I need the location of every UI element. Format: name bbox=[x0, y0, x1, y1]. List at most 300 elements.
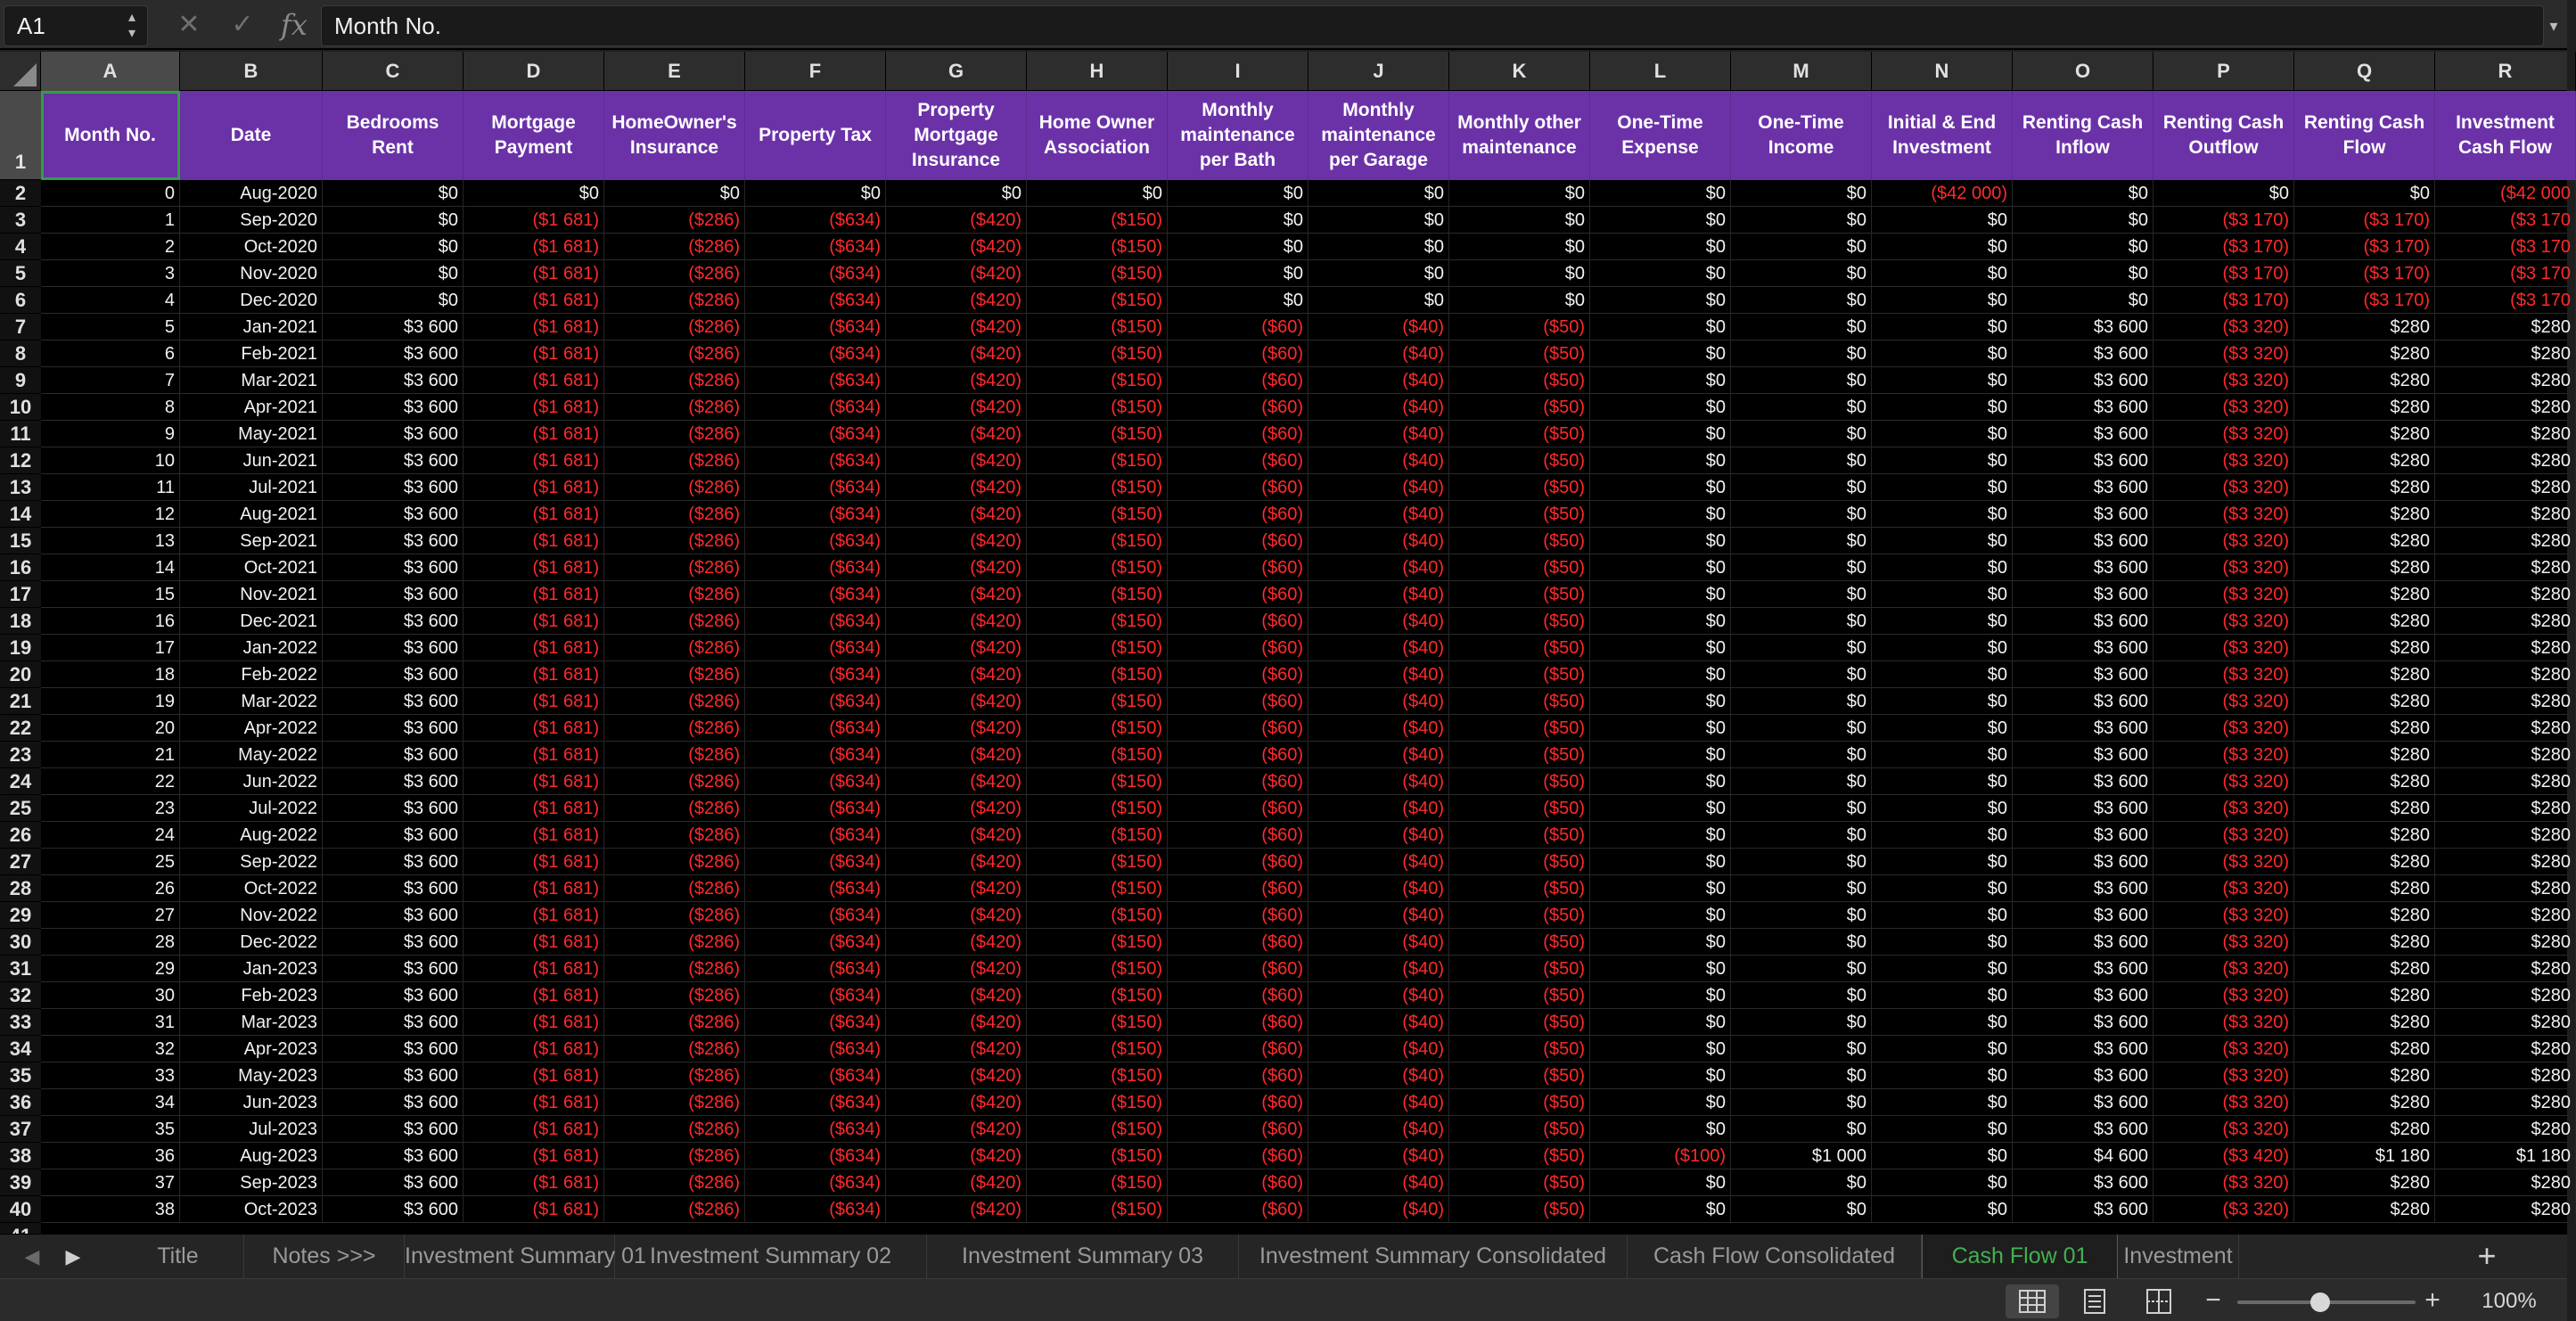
table-cell[interactable]: ($1 681) bbox=[464, 421, 604, 447]
table-cell[interactable]: ($150) bbox=[1027, 902, 1168, 929]
table-cell[interactable]: $0 bbox=[1872, 341, 2013, 367]
table-cell[interactable]: $0 bbox=[1872, 688, 2013, 715]
table-cell[interactable]: Jul-2021 bbox=[180, 474, 323, 501]
table-cell[interactable]: ($1 681) bbox=[464, 474, 604, 501]
table-cell[interactable]: $280 bbox=[2435, 1196, 2576, 1223]
table-cell[interactable]: $0 bbox=[1731, 394, 1872, 421]
table-cell[interactable]: ($1 681) bbox=[464, 1063, 604, 1089]
table-cell[interactable]: $0 bbox=[1872, 421, 2013, 447]
table-cell[interactable]: ($420) bbox=[886, 982, 1027, 1009]
table-cell[interactable]: ($3 320) bbox=[2154, 768, 2294, 795]
table-cell[interactable]: $0 bbox=[1309, 260, 1449, 287]
table-cell[interactable]: ($40) bbox=[1309, 795, 1449, 822]
row-header[interactable]: 19 bbox=[0, 635, 41, 661]
column-title[interactable]: Renting Cash Outflow bbox=[2154, 91, 2294, 180]
table-cell[interactable]: ($1 681) bbox=[464, 608, 604, 635]
table-cell[interactable]: ($420) bbox=[886, 581, 1027, 608]
table-cell[interactable]: $280 bbox=[2294, 929, 2435, 956]
table-cell[interactable]: $3 600 bbox=[323, 474, 464, 501]
table-cell[interactable]: ($150) bbox=[1027, 875, 1168, 902]
row-header[interactable]: 17 bbox=[0, 581, 41, 608]
table-cell[interactable]: $3 600 bbox=[323, 314, 464, 341]
zoom-level[interactable]: 100% bbox=[2482, 1289, 2537, 1313]
table-cell[interactable]: ($420) bbox=[886, 287, 1027, 314]
table-cell[interactable]: $0 bbox=[1872, 982, 2013, 1009]
table-cell[interactable]: ($420) bbox=[886, 795, 1027, 822]
table-cell[interactable]: ($40) bbox=[1309, 394, 1449, 421]
table-cell[interactable]: ($40) bbox=[1309, 1196, 1449, 1223]
table-cell[interactable]: ($1 681) bbox=[464, 341, 604, 367]
table-cell[interactable]: ($3 320) bbox=[2154, 822, 2294, 849]
table-cell[interactable]: ($634) bbox=[745, 902, 886, 929]
table-cell[interactable]: ($60) bbox=[1168, 849, 1309, 875]
table-cell[interactable]: $0 bbox=[1731, 768, 1872, 795]
table-cell[interactable]: $0 bbox=[1731, 180, 1872, 207]
table-cell[interactable]: 23 bbox=[41, 795, 180, 822]
table-cell[interactable]: $280 bbox=[2435, 554, 2576, 581]
table-cell[interactable]: $0 bbox=[1731, 314, 1872, 341]
table-cell[interactable]: ($50) bbox=[1449, 474, 1590, 501]
table-cell[interactable]: $0 bbox=[1590, 314, 1731, 341]
table-cell[interactable]: $280 bbox=[2294, 1169, 2435, 1196]
table-cell[interactable]: $280 bbox=[2435, 661, 2576, 688]
spreadsheet-grid[interactable] bbox=[0, 52, 2571, 1234]
table-cell[interactable]: ($40) bbox=[1309, 956, 1449, 982]
table-cell[interactable]: ($42 000) bbox=[1872, 180, 2013, 207]
table-cell[interactable]: $3 600 bbox=[2013, 795, 2154, 822]
table-cell[interactable]: $280 bbox=[2294, 341, 2435, 367]
table-cell[interactable]: 29 bbox=[41, 956, 180, 982]
column-title[interactable]: Property Mortgage Insurance bbox=[886, 91, 1027, 180]
table-cell[interactable]: ($3 320) bbox=[2154, 661, 2294, 688]
table-cell[interactable]: ($50) bbox=[1449, 341, 1590, 367]
table-cell[interactable]: $3 600 bbox=[2013, 394, 2154, 421]
table-cell[interactable]: May-2023 bbox=[180, 1063, 323, 1089]
expand-formula-bar-icon[interactable]: ▾ bbox=[2549, 17, 2558, 35]
row-header[interactable]: 13 bbox=[0, 474, 41, 501]
table-cell[interactable]: $3 600 bbox=[2013, 581, 2154, 608]
table-cell[interactable]: $0 bbox=[1872, 581, 2013, 608]
table-cell[interactable]: ($60) bbox=[1168, 421, 1309, 447]
table-cell[interactable]: ($150) bbox=[1027, 956, 1168, 982]
table-cell[interactable]: $3 600 bbox=[323, 501, 464, 528]
table-cell[interactable]: ($50) bbox=[1449, 1196, 1590, 1223]
table-cell[interactable]: $0 bbox=[1309, 287, 1449, 314]
table-cell[interactable]: $0 bbox=[1731, 875, 1872, 902]
row-header[interactable]: 1 bbox=[0, 91, 41, 180]
table-cell[interactable]: ($286) bbox=[604, 661, 745, 688]
table-cell[interactable]: $280 bbox=[2435, 875, 2576, 902]
table-cell[interactable]: ($3 320) bbox=[2154, 982, 2294, 1009]
table-cell[interactable]: ($1 681) bbox=[464, 528, 604, 554]
confirm-icon[interactable]: ✓ bbox=[231, 9, 254, 40]
table-cell[interactable]: ($286) bbox=[604, 635, 745, 661]
table-cell[interactable]: ($60) bbox=[1168, 554, 1309, 581]
row-header[interactable]: 3 bbox=[0, 207, 41, 234]
table-cell[interactable]: Oct-2020 bbox=[180, 234, 323, 260]
table-cell[interactable]: 37 bbox=[41, 1169, 180, 1196]
table-cell[interactable]: ($286) bbox=[604, 902, 745, 929]
table-cell[interactable]: $280 bbox=[2435, 849, 2576, 875]
column-header-g[interactable]: G bbox=[886, 52, 1027, 91]
table-cell[interactable]: $3 600 bbox=[2013, 902, 2154, 929]
table-cell[interactable]: ($60) bbox=[1168, 902, 1309, 929]
table-cell[interactable]: ($60) bbox=[1168, 1063, 1309, 1089]
table-cell[interactable]: $0 bbox=[1872, 447, 2013, 474]
table-cell[interactable]: $0 bbox=[1590, 608, 1731, 635]
table-cell[interactable]: ($1 681) bbox=[464, 768, 604, 795]
table-cell[interactable]: ($50) bbox=[1449, 1036, 1590, 1063]
table-cell[interactable]: $0 bbox=[1731, 501, 1872, 528]
table-cell[interactable]: $280 bbox=[2435, 528, 2576, 554]
table-cell[interactable]: $0 bbox=[1872, 287, 2013, 314]
table-cell[interactable]: $3 600 bbox=[2013, 554, 2154, 581]
table-cell[interactable]: ($634) bbox=[745, 1116, 886, 1143]
column-title[interactable]: Mortgage Payment bbox=[464, 91, 604, 180]
table-cell[interactable]: ($50) bbox=[1449, 982, 1590, 1009]
table-cell[interactable]: ($50) bbox=[1449, 501, 1590, 528]
table-cell[interactable]: ($40) bbox=[1309, 688, 1449, 715]
table-cell[interactable]: ($286) bbox=[604, 1063, 745, 1089]
sheet-tab[interactable]: Investment Summary 01 bbox=[405, 1235, 615, 1279]
table-cell[interactable]: ($40) bbox=[1309, 341, 1449, 367]
table-cell[interactable]: $3 600 bbox=[2013, 1089, 2154, 1116]
table-cell[interactable]: $0 bbox=[1449, 180, 1590, 207]
table-cell[interactable]: $0 bbox=[2013, 260, 2154, 287]
table-cell[interactable]: $0 bbox=[1309, 180, 1449, 207]
table-cell[interactable]: $0 bbox=[1590, 287, 1731, 314]
table-cell[interactable]: ($3 320) bbox=[2154, 367, 2294, 394]
row-header[interactable]: 4 bbox=[0, 234, 41, 260]
sheet-tab[interactable]: Cash Flow 01 bbox=[1922, 1235, 2118, 1279]
table-cell[interactable]: ($286) bbox=[604, 956, 745, 982]
table-cell[interactable]: $0 bbox=[604, 180, 745, 207]
table-cell[interactable]: ($1 681) bbox=[464, 581, 604, 608]
table-cell[interactable]: ($3 320) bbox=[2154, 501, 2294, 528]
table-cell[interactable]: ($60) bbox=[1168, 715, 1309, 742]
table-cell[interactable]: ($634) bbox=[745, 234, 886, 260]
table-cell[interactable]: ($634) bbox=[745, 260, 886, 287]
table-cell[interactable]: ($634) bbox=[745, 849, 886, 875]
table-cell[interactable]: $280 bbox=[2435, 795, 2576, 822]
table-cell[interactable]: ($634) bbox=[745, 1089, 886, 1116]
sheet-tab[interactable]: Title bbox=[112, 1235, 244, 1279]
table-cell[interactable]: ($40) bbox=[1309, 929, 1449, 956]
table-cell[interactable]: ($60) bbox=[1168, 822, 1309, 849]
table-cell[interactable]: ($3 320) bbox=[2154, 688, 2294, 715]
table-cell[interactable]: ($1 681) bbox=[464, 447, 604, 474]
table-cell[interactable]: ($3 320) bbox=[2154, 875, 2294, 902]
table-cell[interactable]: ($1 681) bbox=[464, 1143, 604, 1169]
column-title[interactable]: Initial & End Investment bbox=[1872, 91, 2013, 180]
table-cell[interactable]: ($60) bbox=[1168, 341, 1309, 367]
table-cell[interactable]: 9 bbox=[41, 421, 180, 447]
table-cell[interactable]: $0 bbox=[1590, 180, 1731, 207]
table-cell[interactable]: ($150) bbox=[1027, 1169, 1168, 1196]
row-header[interactable]: 40 bbox=[0, 1196, 41, 1223]
table-cell[interactable]: ($150) bbox=[1027, 234, 1168, 260]
table-cell[interactable]: ($420) bbox=[886, 929, 1027, 956]
table-cell[interactable]: 3 bbox=[41, 260, 180, 287]
table-cell[interactable]: $3 600 bbox=[323, 1116, 464, 1143]
table-cell[interactable]: 15 bbox=[41, 581, 180, 608]
table-cell[interactable]: $0 bbox=[1590, 260, 1731, 287]
table-cell[interactable]: ($60) bbox=[1168, 688, 1309, 715]
table-cell[interactable]: $0 bbox=[1731, 608, 1872, 635]
table-cell[interactable]: $0 bbox=[1731, 554, 1872, 581]
sheet-tab[interactable]: Investment bbox=[2118, 1235, 2239, 1279]
table-cell[interactable]: ($150) bbox=[1027, 421, 1168, 447]
table-cell[interactable]: ($150) bbox=[1027, 447, 1168, 474]
table-cell[interactable]: ($50) bbox=[1449, 661, 1590, 688]
table-cell[interactable]: $280 bbox=[2294, 768, 2435, 795]
table-cell[interactable]: ($40) bbox=[1309, 661, 1449, 688]
table-cell[interactable]: ($60) bbox=[1168, 635, 1309, 661]
table-cell[interactable]: $280 bbox=[2435, 394, 2576, 421]
table-cell[interactable]: $280 bbox=[2294, 394, 2435, 421]
table-cell[interactable]: ($60) bbox=[1168, 929, 1309, 956]
row-header[interactable]: 6 bbox=[0, 287, 41, 314]
table-cell[interactable]: ($60) bbox=[1168, 608, 1309, 635]
table-cell[interactable]: ($100) bbox=[1590, 1143, 1731, 1169]
table-cell[interactable]: ($150) bbox=[1027, 367, 1168, 394]
table-cell[interactable]: Mar-2022 bbox=[180, 688, 323, 715]
table-cell[interactable]: $0 bbox=[1590, 822, 1731, 849]
table-cell[interactable]: ($150) bbox=[1027, 635, 1168, 661]
table-cell[interactable]: ($60) bbox=[1168, 367, 1309, 394]
table-cell[interactable]: $0 bbox=[1309, 207, 1449, 234]
table-cell[interactable]: $3 600 bbox=[323, 902, 464, 929]
table-cell[interactable]: ($3 170 bbox=[2435, 260, 2576, 287]
table-cell[interactable]: 21 bbox=[41, 742, 180, 768]
table-cell[interactable]: $0 bbox=[1872, 902, 2013, 929]
table-cell[interactable]: $0 bbox=[1449, 287, 1590, 314]
table-cell[interactable]: ($60) bbox=[1168, 768, 1309, 795]
table-cell[interactable]: 13 bbox=[41, 528, 180, 554]
table-cell[interactable]: ($286) bbox=[604, 528, 745, 554]
table-cell[interactable]: $3 600 bbox=[2013, 501, 2154, 528]
table-cell[interactable]: $0 bbox=[1590, 875, 1731, 902]
table-cell[interactable]: $0 bbox=[1872, 742, 2013, 768]
table-cell[interactable]: $0 bbox=[1872, 501, 2013, 528]
table-cell[interactable]: ($286) bbox=[604, 341, 745, 367]
table-cell[interactable]: $280 bbox=[2294, 635, 2435, 661]
table-cell[interactable]: ($1 681) bbox=[464, 394, 604, 421]
table-cell[interactable]: ($150) bbox=[1027, 287, 1168, 314]
table-cell[interactable]: $3 600 bbox=[2013, 1196, 2154, 1223]
select-all-corner[interactable] bbox=[0, 52, 41, 91]
table-cell[interactable]: $3 600 bbox=[323, 795, 464, 822]
table-cell[interactable]: ($50) bbox=[1449, 528, 1590, 554]
table-cell[interactable]: ($420) bbox=[886, 554, 1027, 581]
table-cell[interactable]: ($1 681) bbox=[464, 554, 604, 581]
table-cell[interactable]: ($3 170) bbox=[2294, 234, 2435, 260]
table-cell[interactable]: $0 bbox=[1590, 956, 1731, 982]
table-cell[interactable]: $0 bbox=[1168, 234, 1309, 260]
table-cell[interactable]: ($1 681) bbox=[464, 822, 604, 849]
table-cell[interactable]: ($3 320) bbox=[2154, 742, 2294, 768]
table-cell[interactable]: 28 bbox=[41, 929, 180, 956]
table-cell[interactable]: $0 bbox=[1590, 1169, 1731, 1196]
table-cell[interactable]: $280 bbox=[2294, 742, 2435, 768]
table-cell[interactable]: ($60) bbox=[1168, 474, 1309, 501]
table-cell[interactable]: Sep-2021 bbox=[180, 528, 323, 554]
table-cell[interactable]: ($3 320) bbox=[2154, 1063, 2294, 1089]
table-cell[interactable]: $0 bbox=[1872, 715, 2013, 742]
table-cell[interactable]: ($40) bbox=[1309, 608, 1449, 635]
zoom-in-icon[interactable]: + bbox=[2424, 1285, 2441, 1315]
column-header-d[interactable]: D bbox=[464, 52, 604, 91]
table-cell[interactable]: $0 bbox=[1590, 635, 1731, 661]
table-cell[interactable]: $3 600 bbox=[2013, 314, 2154, 341]
table-cell[interactable]: $0 bbox=[1731, 1009, 1872, 1036]
table-cell[interactable]: Sep-2022 bbox=[180, 849, 323, 875]
table-cell[interactable]: ($420) bbox=[886, 1196, 1027, 1223]
table-cell[interactable]: $0 bbox=[1872, 1116, 2013, 1143]
table-cell[interactable]: ($1 681) bbox=[464, 1196, 604, 1223]
table-cell[interactable]: $3 600 bbox=[2013, 956, 2154, 982]
row-header[interactable]: 16 bbox=[0, 554, 41, 581]
sheet-tab[interactable]: Investment Summary 02 bbox=[615, 1235, 927, 1279]
table-cell[interactable]: 31 bbox=[41, 1009, 180, 1036]
table-cell[interactable]: ($420) bbox=[886, 341, 1027, 367]
table-cell[interactable]: 32 bbox=[41, 1036, 180, 1063]
table-cell[interactable]: $280 bbox=[2294, 501, 2435, 528]
table-cell[interactable]: ($40) bbox=[1309, 768, 1449, 795]
column-header-n[interactable]: N bbox=[1872, 52, 2013, 91]
table-cell[interactable]: 20 bbox=[41, 715, 180, 742]
table-cell[interactable]: ($50) bbox=[1449, 1169, 1590, 1196]
table-cell[interactable]: $0 bbox=[1872, 1169, 2013, 1196]
table-cell[interactable]: $280 bbox=[2435, 1169, 2576, 1196]
column-title[interactable]: Month No. bbox=[41, 91, 180, 180]
table-cell[interactable]: $0 bbox=[1731, 367, 1872, 394]
table-cell[interactable]: ($3 320) bbox=[2154, 1089, 2294, 1116]
table-cell[interactable]: ($40) bbox=[1309, 982, 1449, 1009]
table-cell[interactable]: $0 bbox=[1731, 902, 1872, 929]
table-cell[interactable]: $0 bbox=[1590, 1063, 1731, 1089]
row-header[interactable]: 27 bbox=[0, 849, 41, 875]
table-cell[interactable]: $0 bbox=[1590, 795, 1731, 822]
table-cell[interactable]: $0 bbox=[1027, 180, 1168, 207]
table-cell[interactable]: Mar-2023 bbox=[180, 1009, 323, 1036]
add-sheet-icon[interactable]: + bbox=[2477, 1237, 2497, 1274]
table-cell[interactable]: ($1 681) bbox=[464, 715, 604, 742]
table-cell[interactable]: $0 bbox=[1872, 207, 2013, 234]
table-cell[interactable]: ($634) bbox=[745, 421, 886, 447]
table-cell[interactable]: 27 bbox=[41, 902, 180, 929]
table-cell[interactable]: Feb-2021 bbox=[180, 341, 323, 367]
table-cell[interactable]: ($420) bbox=[886, 661, 1027, 688]
column-header-r[interactable]: R bbox=[2435, 52, 2576, 91]
table-cell[interactable]: ($50) bbox=[1449, 795, 1590, 822]
table-cell[interactable]: ($286) bbox=[604, 501, 745, 528]
table-cell[interactable]: Aug-2022 bbox=[180, 822, 323, 849]
table-cell[interactable]: ($634) bbox=[745, 581, 886, 608]
table-cell[interactable]: $3 600 bbox=[2013, 635, 2154, 661]
table-cell[interactable]: ($42 000 bbox=[2435, 180, 2576, 207]
table-cell[interactable]: ($40) bbox=[1309, 501, 1449, 528]
table-cell[interactable]: ($1 681) bbox=[464, 875, 604, 902]
table-cell[interactable]: ($286) bbox=[604, 768, 745, 795]
table-cell[interactable]: $3 600 bbox=[323, 421, 464, 447]
row-header[interactable]: 7 bbox=[0, 314, 41, 341]
table-cell[interactable]: $280 bbox=[2294, 956, 2435, 982]
table-cell[interactable]: ($150) bbox=[1027, 1089, 1168, 1116]
table-cell[interactable]: ($3 420) bbox=[2154, 1143, 2294, 1169]
table-cell[interactable]: $280 bbox=[2294, 367, 2435, 394]
table-cell[interactable]: $280 bbox=[2435, 608, 2576, 635]
table-cell[interactable]: ($150) bbox=[1027, 795, 1168, 822]
column-header-j[interactable]: J bbox=[1309, 52, 1449, 91]
table-cell[interactable]: $3 600 bbox=[323, 768, 464, 795]
table-cell[interactable]: ($40) bbox=[1309, 581, 1449, 608]
table-cell[interactable]: ($3 320) bbox=[2154, 929, 2294, 956]
table-cell[interactable]: $0 bbox=[1168, 287, 1309, 314]
table-cell[interactable]: $0 bbox=[1872, 956, 2013, 982]
table-cell[interactable]: $3 600 bbox=[323, 982, 464, 1009]
table-cell[interactable]: ($3 170) bbox=[2294, 207, 2435, 234]
table-cell[interactable]: $0 bbox=[464, 180, 604, 207]
table-cell[interactable]: $0 bbox=[2154, 180, 2294, 207]
table-cell[interactable]: ($150) bbox=[1027, 207, 1168, 234]
table-cell[interactable]: $0 bbox=[1872, 260, 2013, 287]
table-cell[interactable]: ($286) bbox=[604, 447, 745, 474]
table-cell[interactable]: ($50) bbox=[1449, 688, 1590, 715]
table-cell[interactable]: ($420) bbox=[886, 421, 1027, 447]
row-header[interactable]: 2 bbox=[0, 180, 41, 207]
table-cell[interactable]: Oct-2022 bbox=[180, 875, 323, 902]
row-header[interactable]: 5 bbox=[0, 260, 41, 287]
table-cell[interactable]: ($3 320) bbox=[2154, 956, 2294, 982]
table-cell[interactable]: 14 bbox=[41, 554, 180, 581]
table-cell[interactable]: $0 bbox=[1590, 1089, 1731, 1116]
column-title[interactable]: One-Time Income bbox=[1731, 91, 1872, 180]
table-cell[interactable]: $0 bbox=[1872, 367, 2013, 394]
table-cell[interactable]: ($150) bbox=[1027, 260, 1168, 287]
table-cell[interactable]: $280 bbox=[2294, 715, 2435, 742]
table-cell[interactable]: 24 bbox=[41, 822, 180, 849]
table-cell[interactable]: $3 600 bbox=[2013, 661, 2154, 688]
table-cell[interactable]: ($1 681) bbox=[464, 1036, 604, 1063]
table-cell[interactable]: $0 bbox=[1590, 554, 1731, 581]
column-header-f[interactable]: F bbox=[745, 52, 886, 91]
table-cell[interactable]: $0 bbox=[323, 287, 464, 314]
column-header-m[interactable]: M bbox=[1731, 52, 1872, 91]
table-cell[interactable]: $280 bbox=[2435, 715, 2576, 742]
column-header-e[interactable]: E bbox=[604, 52, 745, 91]
table-cell[interactable]: $280 bbox=[2435, 474, 2576, 501]
table-cell[interactable]: 26 bbox=[41, 875, 180, 902]
table-cell[interactable]: $3 600 bbox=[323, 875, 464, 902]
table-cell[interactable]: $0 bbox=[1590, 982, 1731, 1009]
table-cell[interactable]: ($634) bbox=[745, 314, 886, 341]
table-cell[interactable]: $3 600 bbox=[323, 849, 464, 875]
table-cell[interactable]: $1 000 bbox=[1731, 1143, 1872, 1169]
table-cell[interactable]: $0 bbox=[2013, 207, 2154, 234]
table-cell[interactable]: $0 bbox=[1872, 929, 2013, 956]
table-cell[interactable]: $3 600 bbox=[2013, 715, 2154, 742]
sheet-tab[interactable]: Investment Summary 03 bbox=[927, 1235, 1239, 1279]
table-cell[interactable]: $0 bbox=[1590, 661, 1731, 688]
table-cell[interactable]: ($60) bbox=[1168, 581, 1309, 608]
table-cell[interactable]: ($60) bbox=[1168, 447, 1309, 474]
table-cell[interactable]: ($3 170 bbox=[2435, 287, 2576, 314]
table-cell[interactable]: $0 bbox=[1590, 1116, 1731, 1143]
table-cell[interactable]: 22 bbox=[41, 768, 180, 795]
table-cell[interactable]: ($1 681) bbox=[464, 234, 604, 260]
table-cell[interactable]: ($50) bbox=[1449, 635, 1590, 661]
